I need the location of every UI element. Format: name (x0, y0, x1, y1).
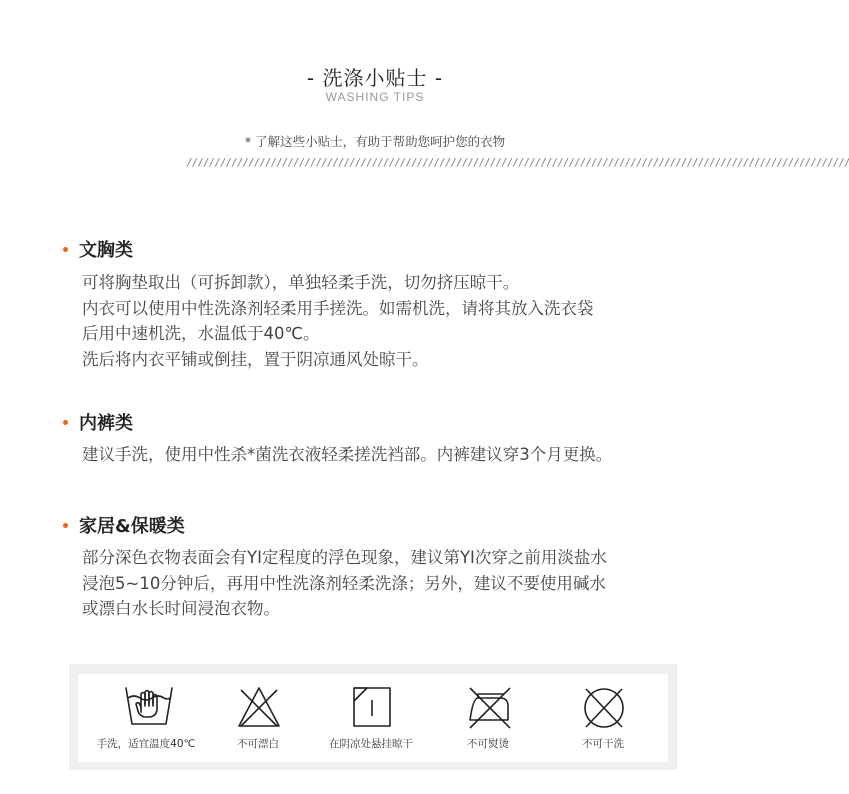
section-line: 建议手洗，使用中性杀*菌洗衣液轻柔搓洗裆部。内裤建议穿3个月更换。 (82, 445, 613, 464)
page-title: - 洗涤小贴士 - (306, 66, 444, 90)
care-label: 不可漂白 (237, 738, 279, 750)
section-title-underwear (63, 409, 133, 435)
section-body-bra (82, 270, 722, 372)
care-panel-inner (78, 674, 668, 762)
section-body-underwear (82, 442, 722, 468)
care-item-shade-dry (311, 674, 431, 762)
shade-hang-dry-icon (311, 684, 431, 734)
section-line: 或漂白水长时间浸泡衣物。 (82, 599, 280, 618)
section-title-text: 家居&保暖类 (79, 516, 185, 537)
care-label: 不可熨烫 (467, 738, 509, 750)
section-body-homewear (82, 545, 722, 622)
section-line: 浸泡5~10分钟后，再用中性洗涤剂轻柔洗涤；另外，建议不要使用碱水 (82, 573, 606, 593)
bullet-dot-icon (63, 247, 68, 252)
section-title-text: 文胸类 (79, 240, 133, 261)
care-label: 手洗，适宜温度40℃ (96, 738, 196, 750)
section-title-text: 内裤类 (79, 413, 133, 434)
section-title-bra (63, 236, 133, 262)
no-dry-clean-icon (543, 684, 663, 734)
care-item-no-bleach (198, 674, 318, 762)
care-label: 不可干洗 (582, 738, 624, 750)
care-item-hand-wash (86, 674, 206, 762)
section-line: 部分深色衣物表面会有YI定程度的浮色现象，建议第YI次穿之前用淡盐水 (82, 548, 607, 567)
bullet-dot-icon (63, 420, 68, 425)
care-label: 在阴凉处悬挂晾干 (329, 738, 413, 750)
no-bleach-icon (198, 684, 318, 734)
hand-wash-icon (86, 684, 206, 734)
bullet-dot-icon (63, 523, 68, 528)
slash-divider: ////////////////////////////////////////////////////////////////////////////////////////////////////////////////////// (186, 156, 849, 169)
page-subtitle: WASHING TIPS (325, 90, 425, 104)
section-title-homewear (63, 512, 185, 538)
section-line: 洗后将内衣平铺或倒挂，置于阴凉通风处晾干。 (82, 349, 429, 369)
section-line: 内衣可以使用中性洗涤剂轻柔用手搓洗。如需机洗，请将其放入洗衣袋 (82, 298, 594, 318)
care-item-no-dry-clean (543, 674, 663, 762)
section-line: 后用中速机洗，水温低于40℃。 (82, 324, 320, 343)
no-iron-icon (428, 684, 548, 734)
section-line: 可将胸垫取出（可拆卸款），单独轻柔手洗，切勿挤压晾干。 (82, 273, 520, 292)
care-item-no-iron (428, 674, 548, 762)
tip-text: * 了解这些小贴士，有助于帮助您呵护您的衣物 (244, 134, 506, 149)
